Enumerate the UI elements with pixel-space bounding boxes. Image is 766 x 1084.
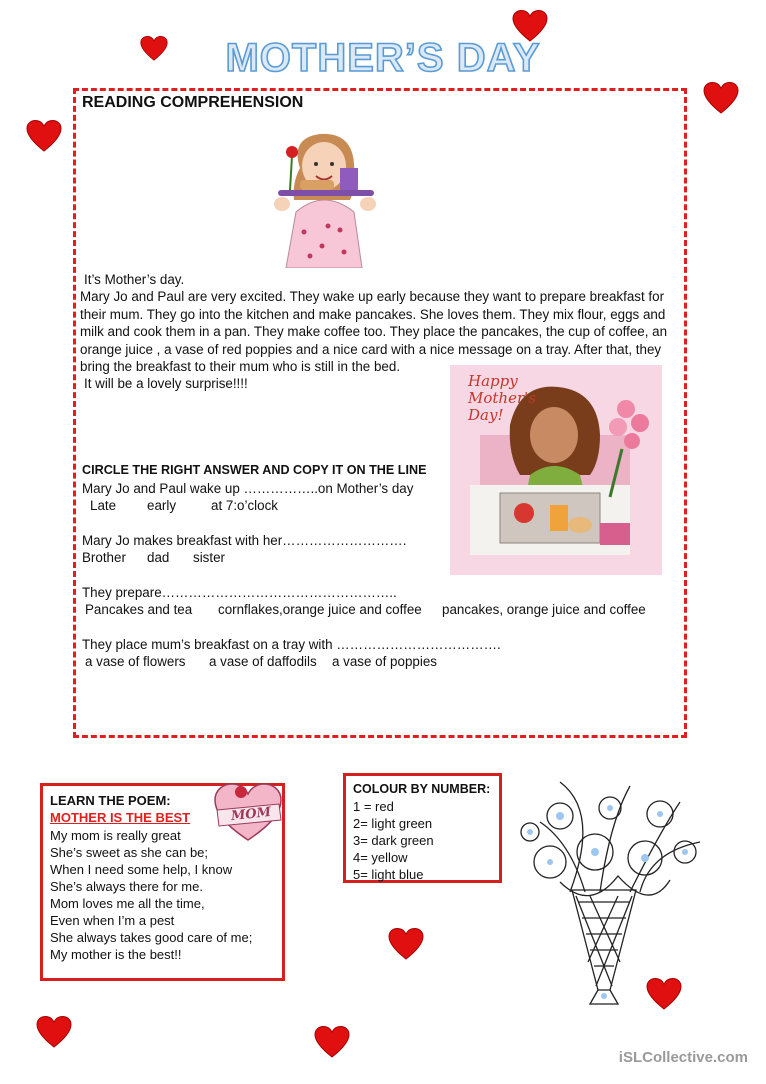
answer-option[interactable]: cornflakes,orange juice and coffee: [218, 602, 422, 617]
answer-option[interactable]: Brother: [82, 550, 126, 565]
reading-paragraph: Mary Jo and Paul are very excited. They wake up early because they want to prepare breakfast for their mum. They go into the kitchen and make pancakes. She loves them. They mix flour, eggs and milk and cook them in a pan. They make coffee too. They place the pancakes, the cup of coffee, an orange juice , a vase of red poppies and a nice card with a nice message on a tray. After that, they bring the breakfast to their mum who is still in the bed.: [80, 289, 668, 374]
mom-badge-text: MOM: [230, 804, 272, 825]
poem-line: My mother is the best!!: [50, 947, 182, 962]
heart-icon: [26, 120, 62, 152]
poem-line: When I need some help, I know: [50, 862, 233, 877]
heart-icon: [388, 928, 424, 960]
poem-line: Mom loves me all the time,: [50, 896, 205, 911]
poem-title: MOTHER IS THE BEST: [50, 810, 191, 825]
answer-option[interactable]: early: [147, 498, 177, 513]
watermark: iSLCollective.com: [618, 1049, 748, 1066]
reading-heading: READING COMPREHENSION: [82, 94, 304, 111]
heart-icon: [36, 1016, 72, 1048]
answer-option[interactable]: a vase of flowers: [85, 654, 186, 669]
poem-box: [40, 783, 285, 981]
girl-with-tray-illustration: [270, 128, 376, 268]
reading-paragraph: It’s Mother’s day.: [84, 272, 185, 287]
colour-item: 1 = red: [353, 799, 394, 814]
answer-option[interactable]: a vase of poppies: [332, 654, 437, 669]
mothers-day-card-illustration: [450, 365, 662, 575]
poem-line: She’s sweet as she can be;: [50, 845, 209, 860]
answer-option[interactable]: at 7:o’clock: [211, 498, 278, 513]
heart-icon: [703, 82, 739, 114]
card-text: Day!: [468, 406, 504, 424]
reading-paragraph: It will be a lovely surprise!!!!: [84, 376, 248, 391]
question-text: They prepare……………………………………………..: [82, 585, 397, 600]
poem-label: LEARN THE POEM:: [50, 793, 171, 808]
question-text: Mary Jo and Paul wake up ……………..on Mother’s day: [82, 481, 414, 496]
page-title: MOTHER’S DAY: [225, 36, 541, 80]
poem-line: Even when I’m a pest: [50, 913, 175, 928]
poem-line: My mom is really great: [50, 828, 181, 843]
mom-heart-badge: [211, 780, 285, 842]
exercise-heading: CIRCLE THE RIGHT ANSWER AND COPY IT ON THE LINE: [82, 463, 427, 477]
card-text: Happy: [468, 372, 518, 390]
answer-option[interactable]: a vase of daffodils: [209, 654, 317, 669]
colour-item: 5= light blue: [353, 867, 424, 882]
answer-option[interactable]: dad: [147, 550, 170, 565]
colour-item: 3= dark green: [353, 833, 434, 848]
colour-key-box: [343, 773, 502, 883]
answer-option[interactable]: Late: [90, 498, 117, 513]
answer-option[interactable]: pancakes, orange juice and coffee: [442, 602, 646, 617]
answer-option[interactable]: sister: [193, 550, 225, 565]
colour-item: 4= yellow: [353, 850, 408, 865]
card-text: Mother's: [468, 389, 536, 407]
answer-option[interactable]: Pancakes and tea: [85, 602, 193, 617]
question-text: Mary Jo makes breakfast with her……………………….: [82, 533, 407, 548]
heart-icon: [314, 1026, 350, 1058]
flower-vase-colouring-illustration: [500, 772, 710, 1017]
colour-item: 2= light green: [353, 816, 433, 831]
colour-heading: COLOUR BY NUMBER:: [353, 782, 491, 796]
poem-line: She’s always there for me.: [50, 879, 203, 894]
question-text: They place mum’s breakfast on a tray with ……………………………….: [82, 637, 501, 652]
poem-line: She always takes good care of me;: [50, 930, 253, 945]
